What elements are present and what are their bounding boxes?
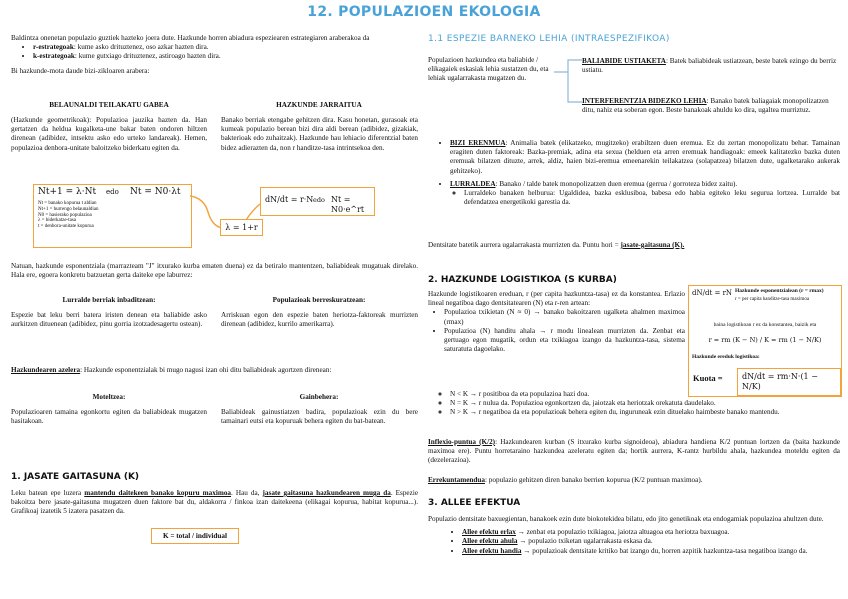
section-1-heading: 1. JASATE GAITASUNA (K) xyxy=(11,472,140,482)
speed-text-1: Populazioaren tamaina egonkortu egiten da baliabideak mugatzen hasitakoan. xyxy=(11,408,207,426)
list-item: • BIZI ERENMUA: Animalia batek (elikatzeko, mugitzeko) erabiltzen duen eremua. Ez du zertan monopolizatu behar. Tamainan eragiten duten faktoreak: Bazka-premiak, adina eta sexua (helduen eta arren eremuak handiagoak: emeek kalitatezko bazka duten eremuak bilatzen dituzte, arrek, aldiz, haien bizi-eremua emeenarekin teilakatzea (solapatzea) bilatzen dute, ugalketarako aukerak gehitzeko). xyxy=(450,139,840,176)
cond-text-1: Espezie bat leku berri batera iristen denean eta baliabide asko aurkitzen dituenean (adibidez, pinu gorria izotzadesagertu ostean). xyxy=(11,311,207,329)
density-line: Dentsitate batetik aurrera ugalarrakasta murrizten da. Puntu hori = jasate-gaitasuna (K). xyxy=(428,241,685,249)
kuota-formula: dN/dt = rm·N·(1 − N/K) xyxy=(737,368,841,396)
recruitment-paragraph: Errekuntamendua: populazio gehitzen diren banako berrien kopurua (K/2 puntuan maximoa). xyxy=(428,476,703,484)
list-item: • Allee efektu handia → populazioak dentsitate kritiko bat izango du, horren azpitik hazkuntza-tasa negatiboa izango da. xyxy=(462,547,840,556)
kuota-label: Kuota = xyxy=(693,373,723,383)
subsection-1-1-heading: 1.1 ESPEZIE BARNEKO LEHIA (INTRAESPEZIFIKOA) xyxy=(428,34,670,44)
section-2-heading: 2. HAZKUNDE LOGISTIKOA (S KURBA) xyxy=(428,275,617,285)
territory-list xyxy=(428,139,840,208)
r-conditions xyxy=(428,390,840,418)
lehia-type-1: BALIABIDE USTIAKETA: Batek baliabideak ustiatzean, beste batek ezingo du berriz ustiatu. xyxy=(582,57,837,75)
col2-text: Banako berriak etengabe gehitzen dira. Kasu honetan, gurasoak eta kumeak populazio berean bizi dira aldi berean (adibidez, gizakiak, bakterioak edo zuhaitzak). Hazkunde hau lehiacio diferentzial baten bidez adierazten da, non r handitze-tasa intrintsekoa den. xyxy=(221,116,418,152)
col1-heading: BELAUNALDI TEILAKATU GABEA xyxy=(49,101,169,109)
list-item: • Allee efektu ahula → populazio txiketan ugalarrakasta eskasa da. xyxy=(462,537,840,546)
list-item: ◦ N < K → r positiboa da eta populazioa hazi doa. xyxy=(450,390,840,399)
speed-paragraph: Hazkundearen azelera: Hazkunde esponentzialak bi mugo nagusi izan ohi ditu baliabideak agortzen direnean: xyxy=(11,366,332,374)
logistic-formula-box: dN/dt = rN Hazkunde esponentzialean (r = rmax) r = per capita handitze-tasa maximoa baina logistikoan r ez da konstantea, baizik eta r = rm (K − N) / K = rm (1 − N/K) Hazkunde ereduk logistikoa: Kuota = dN/dt = rm·N·(1 − N/K) xyxy=(688,285,842,397)
list-item: • k-estrategoak: kume gutxiago drituztenez, astiroago hazten dira. xyxy=(33,52,418,61)
list-item: • Populazioa txikietan (N ≈ 0) → banako bakoitzaren ugalketa ahalmen maximoa (rmax) xyxy=(444,308,685,326)
models-intro: Bi hazkunde-mota daude bizi-zikloaren arabera: xyxy=(11,66,150,75)
col2-heading: HAZKUNDE JARRAITUA xyxy=(276,101,362,109)
speed-heading-1: Moteltzea: xyxy=(92,393,126,401)
col1-text: (Hazkunde geometrikoak): Populazioa jauzika hazten da. Han gertatzen da heldua kugalketa-une bakar baten ondoren hiltzen direnean (adibidez, intsektu asko edo urteko landareak). Hemen, populazioa denbora-unitate baloitzeko biderkatu egiten da. xyxy=(11,116,207,152)
speed-heading-2: Gainbehera: xyxy=(299,393,339,401)
list-item: ◦ N = K → r nulua da. Populazioa egonkortzen da, jaiotzak eta heriotzak orekatuta daudelako. xyxy=(450,399,840,408)
lehia-type-2: INTERFERENTZIA BIDEZKO LEHIA: Banako batek baliagaiak monopolizatzen ditu, nahiz eta soberan egon. Beste banakoak ahuldu ko dira, ugaltea murriztuz. xyxy=(582,97,829,115)
cond-heading-2: Populazioak berreskuratzean: xyxy=(272,296,366,304)
list-item: • r-estrategoak: kume asko drituztenez, oso azkar hazten dira. xyxy=(33,43,418,52)
inflection-paragraph: Inflexio-puntua (K/2): Hazkundearen kurban (S itxurako kurba signoideoa), abiadura handiena K/2 puntuan lortzen da (baita hazkunde maximoa ere). Puntu horretaraino hazkundea azeleratu egiten da; hortik aurrera, K-rantz hurbildu ahala, hazkundea moteldu egiten da (dezelerazioa). xyxy=(428,438,840,465)
k-formula-box: K = total / individual xyxy=(151,528,239,544)
page-title: 12. POPULAZIOEN EKOLOGIA xyxy=(307,4,541,20)
curve-paragraph: Natuan, hazkunde esponentziala (marrazteam "J" itxurako kurba ematen duena) ez da betiralo mantentzen, baliabideak mugatuak direlako. Hala ere, egoera konkretu batzuetan gerta daiteke epe laburrez: xyxy=(11,262,418,280)
list-item: • Populazioa (N) handitu ahala → r modu linealean murrizten da. Zenbat eta gertuago egon mugatik, ordun eta txikiagoa izango da hazkuntza-tasa, sistema saturatuta dagoelako. xyxy=(444,327,685,355)
lehia-intro: Populazioen hazkundea eta baliabide / elikagaiek eskasiak lehia sustatzen du, eta lehiak ugalarrakasta mugatzen du. xyxy=(428,56,549,83)
cond-text-2: Arriskuan egon den espezie baten heriotza-faktoreak murrizten direnean (adibidez, kurrilo amerikarra). xyxy=(221,311,418,329)
speed-text-2: Baliabideak gainustiatzen badira, populazioak ezin du bere tamainari eutsi eta kopuruak behera egiten du bat-batean. xyxy=(221,408,418,426)
cond-heading-1: Lurralde berriak inbaditzean: xyxy=(62,296,156,304)
section-2-text: Hazkunde logistikoaren ereduan, r (per capita hazkuntza-tasa) ez da konstantea. Erlazio lineal negatiboa dago dentsitatearen (N) eta r-ren artean: • Populazioa txikietan (N ≈ 0) → banako bakoitzaren ugalketa ahalmen maximoa (rmax) • Populazioa (N) handitu ahala → r modu linealean murrizten da. Zenbat eta gertuago egon mugatik, ordun eta txikiagoa izango da hazkuntza-tasa, sistema saturatuta dagoelako. xyxy=(428,290,685,355)
section-3-text: Populazio dentsitate baxuegientan, banakoek ezin dute biokotekidea bilatu, edo jito genetikoak eta endogamiak populazioa ahultzen dute. • Allee efektu erlax → zenbat eta populazio txikiagoa, jaiotza altuagoa eta heriotza baxuagoa. • Allee efektu ahula → populazio txiketan ugalarrakasta eskasa da. • Allee efektu handia → populazioak dentsitate kritiko bat izango du, horren azpitik hazkuntza-tasa negatiboa izango da. xyxy=(428,515,840,556)
list-item: • Allee efektu erlax → zenbat eta populazio txikiagoa, jaiotza altuagoa eta heriotza baxuagoa. xyxy=(462,528,840,537)
list-item: ◦ Lurraldeko banaken helburua: Ugaldidea, bazka esklusiboa, babesa edo habia egiteko leku segurua lortzea. Lurralde bat defendatzea energetikoki garestia da. xyxy=(464,189,840,207)
continuous-formula-box: dN/dt = r·N edo Nt = N0·e^rt xyxy=(260,187,375,216)
geometric-formula-box: Nt+1 = λ·Nt edo Nt = N0·λt Nt = banako kopurua t aldian Nt+1 = hurrengo belaunaldian N0 = hasierako populazioa λ = biderkatze-tasa t = denbora-unitate kopurua xyxy=(33,184,192,248)
lambda-box: λ = 1+r xyxy=(220,219,263,236)
intro-paragraph: Baldintza onenetan populazio guztiek hazteko joera dute. Hazkunde horren abiadura espeziearen estrategiaren araberakoa da • r-estrategoak: kume asko drituztenez, oso azkar hazten dira. • k-estrategoak: kume gutxiago drituztenez, astiroago hazten dira. Bi hazkunde-mota daude bizi-zikloaren arabera: xyxy=(11,34,418,76)
section-3-heading: 3. ALLEE EFEKTUA xyxy=(428,498,521,508)
list-item: ◦ N > K → r negatiboa da eta populazioak behera egiten du, inguruneak ezin dituelako haimbeste banako mantendu. xyxy=(450,408,840,417)
lehia-bracket xyxy=(552,58,584,106)
list-item: • LURRALDEA: Banako / talde batek monopolizatzen duen eremua (gerrua / gorroteza bidez zaitu). ◦ Lurraldeko banaken helburua: Ugaldidea, bazka esklusiboa, babesa edo habia egiteko leku segurua lortzea. Lurralde bat defendatzea energetikoki garestia da. xyxy=(450,180,840,208)
formula-notes: Nt = banako kopurua t aldian Nt+1 = hurrengo belaunaldian N0 = hasierako populazioa λ = biderkatze-tasa t = denbora-unitate kopurua xyxy=(38,201,99,229)
strategy-list xyxy=(11,43,418,61)
section-1-text: Leku batean epe luzera mantendu daitekeen banako kopuru maximoa. Hau da, jasate gaitasuna hazkundearen muga da. Espezie bakoitza bere jasate-gaitasuna mugatzen duen faktore bat du, aldakorra / finkoa izan daitekeena (elikagai kopurua, habitat kopurua...). Grafikoaj izatetik 5 izatera pasatzen da. xyxy=(11,489,419,516)
